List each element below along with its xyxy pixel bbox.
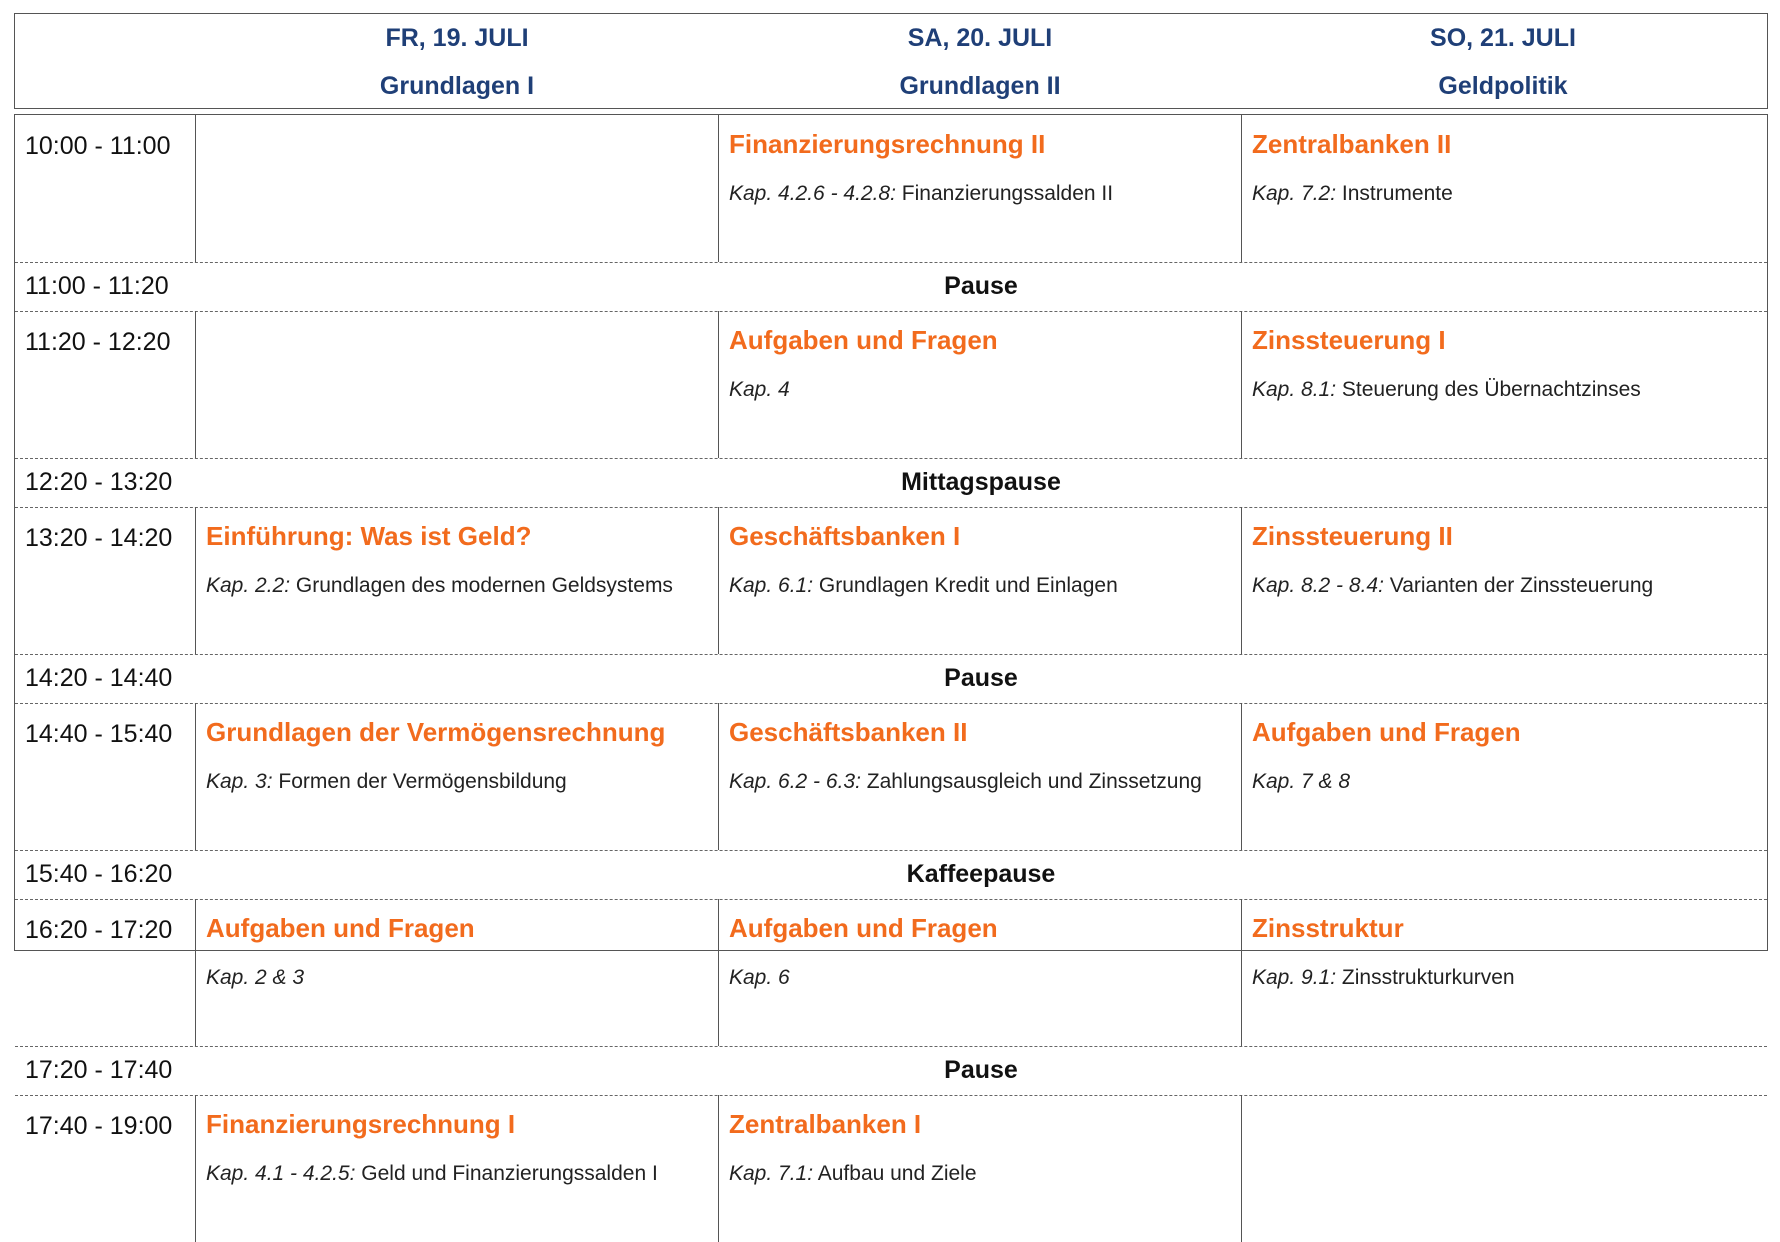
session-description [1252,965,1515,991]
time-slot: 11:20 - 12:20 [25,328,171,356]
session-description [729,377,790,403]
day-topic: Grundlagen II [899,72,1061,100]
chapter-topic: Geld und Finanzierungssalden I [355,1162,658,1185]
day-date: SO, 21. JULI [1430,24,1576,52]
chapter-topic: Grundlagen Kredit und Einlagen [813,574,1118,597]
session-description [1252,181,1453,207]
session-description [1252,769,1350,795]
time-slot: 13:20 - 14:20 [25,524,173,552]
session-row [15,115,1767,263]
chapter-reference: Kap. 7.2: [1252,182,1337,205]
session-row [15,311,1767,459]
chapter-topic: Formen der Vermögensbildung [272,770,567,793]
session-title: Zentralbanken I [729,1109,922,1139]
chapter-topic: Varianten der Zinssteuerung [1383,574,1654,597]
time-slot: 14:40 - 15:40 [25,720,173,748]
chapter-topic: Zahlungsausgleich und Zinssetzung [860,770,1202,793]
session-cell [718,703,1241,850]
chapter-reference: Kap. 2 & 3 [206,966,305,989]
chapter-reference: Kap. 7.1: [729,1162,814,1185]
session-title: Aufgaben und Fragen [729,325,998,355]
break-label: Pause [944,1056,1018,1084]
empty-cell [195,115,718,262]
break-row [15,458,1767,508]
chapter-reference: Kap. 6.1: [729,574,814,597]
time-slot: 10:00 - 11:00 [25,132,171,160]
day-date: FR, 19. JULI [385,24,529,52]
session-title: Einführung: Was ist Geld? [206,521,532,551]
session-cell [1241,115,1767,262]
session-cell [195,507,718,654]
session-title: Geschäftsbanken I [729,521,961,551]
session-cell [718,115,1241,262]
chapter-reference: Kap. 7 & 8 [1252,770,1351,793]
session-row [15,899,1767,1047]
session-description [206,965,304,991]
session-cell [718,311,1241,458]
day-topic: Grundlagen I [379,72,535,100]
empty-cell [1241,1095,1767,1242]
session-cell [1241,507,1767,654]
time-slot: 17:40 - 19:00 [25,1112,173,1140]
time-slot: 15:40 - 16:20 [25,860,173,888]
break-label: Kaffeepause [906,860,1056,888]
session-title: Finanzierungsrechnung II [729,129,1046,159]
time-slot: 16:20 - 17:20 [25,916,173,944]
session-cell [195,1095,718,1242]
break-label: Pause [944,664,1018,692]
session-description [729,769,1202,795]
chapter-topic: Instrumente [1336,182,1453,205]
session-title: Zinssteuerung I [1252,325,1446,355]
chapter-reference: Kap. 8.2 - 8.4: [1252,574,1384,597]
chapter-topic: Steuerung des Übernachtzinses [1336,378,1641,401]
chapter-reference: Kap. 2.2: [206,574,291,597]
session-title: Grundlagen der Vermögensrechnung [206,717,666,747]
chapter-reference: Kap. 3: [206,770,273,793]
session-row [15,703,1767,851]
session-title: Zentralbanken II [1252,129,1452,159]
break-row [15,262,1767,312]
day-topic: Geldpolitik [1438,72,1568,100]
chapter-topic: Finanzierungssalden II [895,182,1114,205]
session-row [15,1095,1767,1242]
chapter-reference: Kap. 6 [729,966,790,989]
session-description [206,573,673,599]
session-row [15,507,1767,655]
session-description [206,1161,658,1187]
time-slot: 12:20 - 13:20 [25,468,173,496]
session-cell [718,899,1241,1046]
break-label: Pause [944,272,1018,300]
session-title: Aufgaben und Fragen [206,913,475,943]
chapter-reference: Kap. 4 [729,378,790,401]
session-cell [195,703,718,850]
break-row [15,850,1767,900]
session-description [206,769,567,795]
session-title: Aufgaben und Fragen [1252,717,1521,747]
chapter-reference: Kap. 6.2 - 6.3: [729,770,861,793]
day-date: SA, 20. JULI [907,24,1053,52]
schedule-grid [14,114,1768,1185]
session-cell [1241,703,1767,850]
session-title: Geschäftsbanken II [729,717,968,747]
chapter-topic: Aufbau und Ziele [813,1162,977,1185]
chapter-reference: Kap. 4.1 - 4.2.5: [206,1162,356,1185]
session-title: Zinsstruktur [1252,913,1404,943]
empty-cell [195,311,718,458]
time-slot: 11:00 - 11:20 [25,272,169,300]
session-description [1252,573,1653,599]
session-title: Finanzierungsrechnung I [206,1109,516,1139]
chapter-topic: Zinsstrukturkurven [1336,966,1515,989]
session-cell [1241,311,1767,458]
chapter-reference: Kap. 4.2.6 - 4.2.8: [729,182,896,205]
session-title: Aufgaben und Fragen [729,913,998,943]
session-cell [718,1095,1241,1242]
session-description [729,181,1113,207]
session-description [729,1161,977,1187]
session-description [1252,377,1641,403]
time-slot: 14:20 - 14:40 [25,664,173,692]
session-title: Zinssteuerung II [1252,521,1453,551]
session-cell [718,507,1241,654]
chapter-reference: Kap. 9.1: [1252,966,1337,989]
session-cell [1241,899,1767,1046]
break-row [15,1046,1767,1096]
break-row [15,654,1767,704]
session-description [729,573,1118,599]
chapter-reference: Kap. 8.1: [1252,378,1337,401]
schedule-header [14,13,1768,109]
session-description [729,965,790,991]
time-slot: 17:20 - 17:40 [25,1056,173,1084]
chapter-topic: Grundlagen des modernen Geldsystems [290,574,673,597]
break-label: Mittagspause [901,468,1061,496]
session-cell [195,899,718,1046]
